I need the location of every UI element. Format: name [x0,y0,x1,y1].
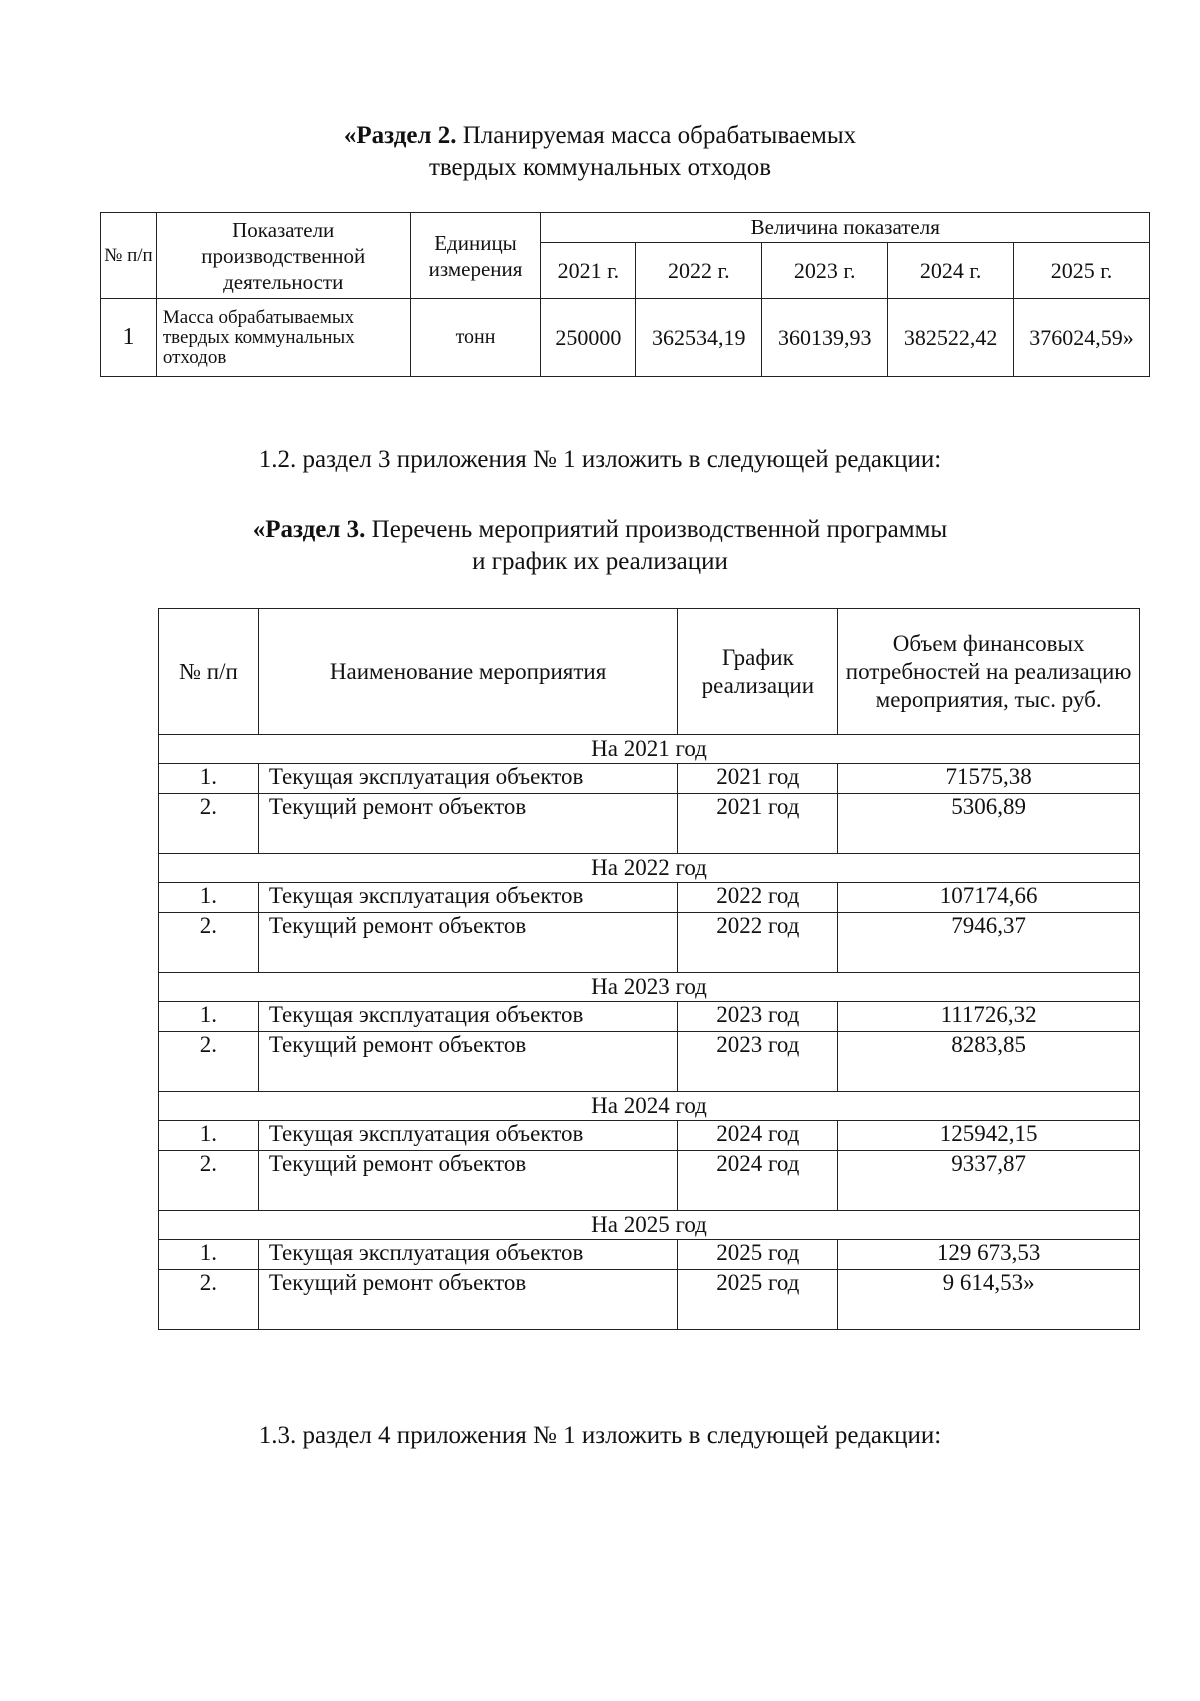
row-schedule: 2021 год [678,794,838,854]
header-year: 2025 г. [1014,243,1150,299]
row-name: Текущая эксплуатация объектов [258,1240,678,1270]
row-name: Текущая эксплуатация объектов [258,883,678,913]
row-num: 1. [159,1121,259,1151]
row-amount: 107174,66 [838,883,1140,913]
row-value: 360139,93 [762,299,888,377]
row-value: 250000 [541,299,636,377]
row-schedule: 2024 год [678,1121,838,1151]
year-group-row: На 2021 год [159,735,1140,764]
row-schedule: 2021 год [678,764,838,794]
year-group-row: На 2024 год [159,1092,1140,1121]
year-group-row: На 2023 год [159,973,1140,1002]
row-schedule: 2022 год [678,913,838,973]
paragraph-1-3: 1.3. раздел 4 приложения № 1 изложить в следующей редакции: [258,1422,942,1449]
row-num: 1. [159,764,259,794]
row-value: 362534,19 [636,299,762,377]
section2-title [0,120,1200,184]
row-schedule: 2023 год [678,1032,838,1092]
row-num: 1 [101,299,157,377]
row-name: Текущий ремонт объектов [258,1151,678,1211]
header-finance: Объем финансовых потребностей на реализацию мероприятия, тыс. руб. [838,609,1140,735]
row-num: 2. [159,1270,259,1330]
row-amount: 9 614,53» [838,1270,1140,1330]
row-num: 2. [159,1151,259,1211]
row-name: Текущая эксплуатация объектов [258,1121,678,1151]
row-amount: 125942,15 [838,1121,1140,1151]
header-year: 2021 г. [541,243,636,299]
header-year: 2022 г. [636,243,762,299]
row-name: Масса обрабатываемых твердых коммунальных отходов [156,299,410,377]
row-num: 1. [159,1240,259,1270]
row-name: Текущая эксплуатация объектов [258,1002,678,1032]
row-name: Текущий ремонт объектов [258,1270,678,1330]
row-schedule: 2022 год [678,883,838,913]
row-amount: 8283,85 [838,1032,1140,1092]
year-group-row: На 2022 год [159,854,1140,883]
row-amount: 5306,89 [838,794,1140,854]
row-num: 2. [159,913,259,973]
section3-title [0,514,1200,578]
header-schedule: График реализации [678,609,838,735]
header-name: Наименование мероприятия [258,609,678,735]
row-amount: 129 673,53 [838,1240,1140,1270]
row-amount: 111726,32 [838,1002,1140,1032]
header-value: Величина показателя [541,213,1150,243]
row-amount: 9337,87 [838,1151,1140,1211]
header-num: № п/п [101,213,157,299]
section2-title-bold: «Раздел 2. [343,122,457,149]
header-year: 2023 г. [762,243,888,299]
section3-title-rest: Перечень мероприятий производственной программы [365,516,948,543]
header-num: № п/п [159,609,259,735]
section2-title-line2: твердых коммунальных отходов [428,154,772,181]
row-name: Текущий ремонт объектов [258,794,678,854]
header-indicator: Показатели производственной деятельности [156,213,410,299]
row-name: Текущая эксплуатация объектов [258,764,678,794]
row-schedule: 2025 год [678,1270,838,1330]
row-unit: тонн [410,299,541,377]
row-num: 2. [159,1032,259,1092]
header-units: Единицы измерения [410,213,541,299]
row-schedule: 2025 год [678,1240,838,1270]
activities-table [158,608,1140,1330]
production-indicators-table [100,212,1150,377]
row-schedule: 2024 год [678,1151,838,1211]
row-num: 1. [159,883,259,913]
row-value: 382522,42 [888,299,1014,377]
row-name: Текущий ремонт объектов [258,1032,678,1092]
paragraph-1-2: 1.2. раздел 3 приложения № 1 изложить в следующей редакции: [258,446,942,473]
row-amount: 7946,37 [838,913,1140,973]
section2-title-rest: Планируемая масса обрабатываемых [456,122,857,149]
row-schedule: 2023 год [678,1002,838,1032]
header-year: 2024 г. [888,243,1014,299]
section3-title-line2: и график их реализации [472,548,728,575]
section3-title-bold: «Раздел 3. [252,516,366,543]
row-name: Текущий ремонт объектов [258,913,678,973]
row-amount: 71575,38 [838,764,1140,794]
row-value: 376024,59» [1014,299,1150,377]
row-num: 1. [159,1002,259,1032]
year-group-row: На 2025 год [159,1211,1140,1240]
row-num: 2. [159,794,259,854]
